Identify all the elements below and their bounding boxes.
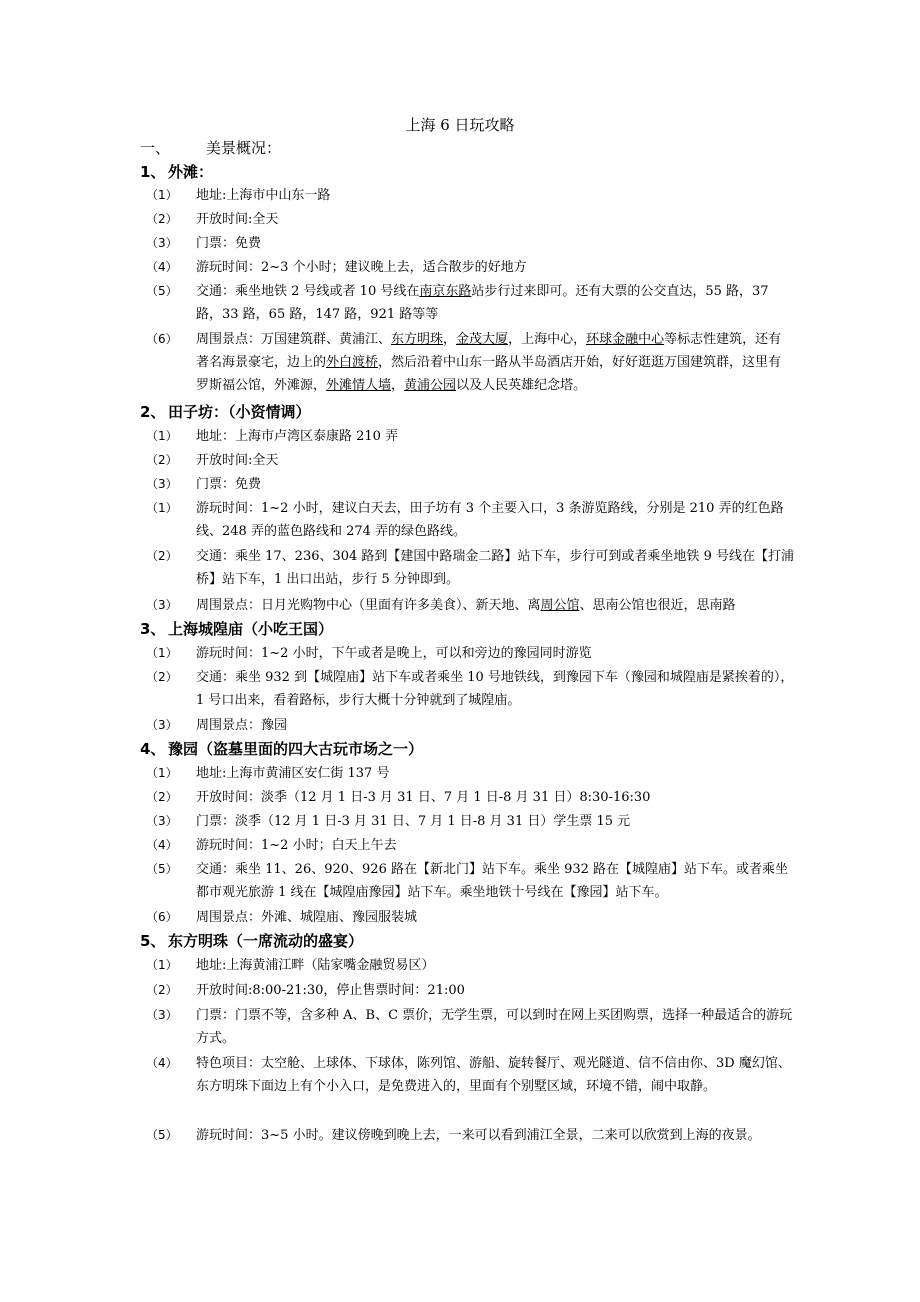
list-item — [146, 642, 794, 665]
item-number: （5） — [146, 862, 178, 876]
item-text-part: 交通：乘坐地铁 2 号线或者 10 号线在 — [196, 284, 420, 299]
item-number: （5） — [146, 284, 178, 298]
section-heading-oriental-pearl — [140, 930, 363, 952]
item-text: 开放时间：淡季（12 月 1 日-3 月 31 日、7 月 1 日-8 月 31 日）8:30-16:30 — [196, 790, 651, 805]
section-number: 5、 — [140, 932, 166, 950]
list-item — [146, 473, 794, 496]
item-text-part: 周围景点：万国建筑群、黄浦江、 — [196, 332, 392, 347]
item-text: 地址：上海市卢湾区泰康路 210 弄 — [196, 429, 399, 444]
item-number: （3） — [146, 718, 178, 732]
part-label: 美景概况： — [206, 139, 282, 157]
item-number: （2） — [146, 670, 178, 684]
item-number: （3） — [146, 598, 178, 612]
item-text: 游玩时间：1~2 小时，下午或者是晚上，可以和旁边的豫园同时游览 — [196, 646, 592, 661]
item-text: 周围景点：外滩、城隍庙、豫园服装城 — [196, 910, 418, 925]
list-item — [146, 786, 794, 809]
part-number: 一、 — [140, 139, 171, 157]
list-item — [146, 810, 794, 833]
item-text: 门票：门票不等，含多种 A、B、C 票价，无学生票，可以到时在网上买团购票，选择一种最适合的游玩方式。 — [196, 1008, 793, 1046]
item-number: （4） — [146, 260, 178, 274]
item-text-part: 等标志性建筑，还有著名海景豪宅，边上的 — [196, 332, 782, 370]
item-text-part: 站步行过来即可。还有大票的公交直达，55 路，37 路，33 路，65 路，147 路，921 路等等 — [196, 284, 769, 322]
link-world-financial-center[interactable]: 环球金融中心 — [586, 332, 665, 347]
list-item — [146, 594, 794, 617]
list-item — [146, 834, 794, 857]
list-item — [146, 666, 794, 712]
item-text: 门票：淡季（12 月 1 日-3 月 31 日、7 月 1 日-8 月 31 日）学生票 15 元 — [196, 814, 631, 829]
link-oriental-pearl[interactable]: 东方明珠 — [391, 332, 444, 347]
item-number: （2） — [146, 983, 178, 997]
link-nanjing-east-road[interactable]: 南京东路 — [419, 284, 472, 299]
item-text: 交通：乘坐 932 到【城隍庙】站下车或者乘坐 10 号地铁线，到豫园下车（豫园和城隍庙是紧挨着的），1 号口出来，看着路标，步行大概十分钟就到了城隍庙。 — [196, 670, 794, 708]
item-text-part: 周围景点：日月光购物中心（里面有许多美食）、新天地、离 — [196, 598, 541, 613]
item-text: 周围景点：豫园 — [196, 718, 288, 733]
item-number: （2） — [146, 453, 178, 467]
item-text — [196, 328, 794, 397]
item-text: 特色项目：太空舱、上球体、下球体，陈列馆、游船、旋转餐厅、观光隧道、信不信由你、3D 魔幻馆、东方明珠下面边上有个小入口，是免费进入的，里面有个别墅区域，环境不错，闹中取静。 — [196, 1056, 791, 1094]
part-heading — [140, 138, 281, 158]
item-text — [196, 280, 794, 326]
item-text: 地址:上海黄浦江畔（陆家嘴金融贸易区） — [196, 958, 435, 973]
link-waibaidu-bridge[interactable]: 外白渡桥 — [326, 355, 379, 370]
item-text-part: ，然后沿着中山东一路从半岛酒店开始，好好逛逛万国建筑群，这里有罗斯福公馆，外滩源， — [196, 355, 782, 393]
item-number: （4） — [146, 1056, 178, 1070]
item-number: （5） — [146, 1128, 178, 1142]
section-number: 1、 — [140, 163, 166, 181]
item-number: （3） — [146, 1008, 178, 1022]
item-number: （1） — [146, 501, 178, 515]
item-text — [196, 594, 794, 617]
section-heading-tianzifang — [140, 401, 311, 423]
item-text: 交通：乘坐 11、26、920、926 路在【新北门】站下车。乘坐 932 路在【城隍庙】站下车。或者乘坐都市观光旅游 1 线在【城隍庙豫园】站下车。乘坐地铁十号线在【豫园】站下车。 — [196, 862, 789, 900]
item-number: （3） — [146, 477, 178, 491]
item-text-part: ， — [391, 378, 405, 393]
item-text: 门票：免费 — [196, 236, 262, 251]
item-text: 地址:上海市中山东一路 — [196, 188, 331, 203]
item-text-part: 、思南公馆也很近，思南路 — [579, 598, 736, 613]
section-heading-chenghuang-temple — [140, 618, 333, 640]
list-item — [146, 449, 794, 472]
list-item — [146, 762, 794, 785]
list-item — [146, 256, 794, 279]
list-item — [146, 208, 794, 231]
item-text: 游玩时间：1~2 小时；白天上午去 — [196, 838, 397, 853]
item-text: 开放时间:8:00-21:30，停止售票时间：21:00 — [196, 983, 465, 998]
item-text: 地址:上海市黄浦区安仁街 137 号 — [196, 766, 390, 781]
list-item — [146, 184, 794, 207]
item-text: 开放时间:全天 — [196, 212, 279, 227]
list-item — [146, 328, 794, 397]
item-text: 游玩时间：2~3 个小时；建议晚上去，适合散步的好地方 — [196, 260, 527, 275]
section-title: 上海城隍庙（小吃王国） — [168, 620, 334, 638]
list-item — [146, 545, 794, 591]
item-number: （1） — [146, 646, 178, 660]
section-heading-yuyuan — [140, 738, 423, 760]
list-item — [146, 714, 794, 737]
item-text-part: 以及人民英雄纪念塔。 — [456, 378, 587, 393]
item-number: （3） — [146, 814, 178, 828]
item-number: （2） — [146, 549, 178, 563]
section-title: 田子坊：（小资情调） — [168, 403, 311, 421]
item-number: （6） — [146, 910, 178, 924]
page-title: 上海 6 日玩攻略 — [405, 116, 515, 134]
link-jinmao-tower[interactable]: 金茂大厦 — [456, 332, 509, 347]
item-number: （1） — [146, 958, 178, 972]
section-number: 3、 — [140, 620, 166, 638]
list-item — [146, 906, 794, 929]
item-number: （1） — [146, 429, 178, 443]
list-item — [146, 1124, 794, 1147]
item-number: （6） — [146, 332, 178, 346]
section-number: 2、 — [140, 403, 166, 421]
section-title: 东方明珠（一席流动的盛宴） — [168, 932, 364, 950]
list-item — [146, 425, 794, 448]
item-number: （1） — [146, 188, 178, 202]
item-number: （2） — [146, 212, 178, 226]
link-huangpu-park[interactable]: 黄浦公园 — [404, 378, 457, 393]
link-zhou-residence[interactable]: 周公馆 — [540, 598, 580, 613]
item-text-part: ， — [443, 332, 457, 347]
item-text: 门票：免费 — [196, 477, 262, 492]
item-text: 游玩时间：1~2 小时，建议白天去，田子坊有 3 个主要入口，3 条游览路线，分别是 210 弄的红色路线、248 弄的蓝色路线和 274 弄的绿色路线。 — [196, 501, 784, 539]
list-item — [146, 232, 794, 255]
item-number: （1） — [146, 766, 178, 780]
list-item — [146, 858, 794, 904]
item-number: （3） — [146, 236, 178, 250]
section-heading-waitan — [140, 161, 213, 183]
item-number: （2） — [146, 790, 178, 804]
list-item — [146, 497, 794, 543]
section-number: 4、 — [140, 740, 166, 758]
item-text: 交通：乘坐 17、236、304 路到【建国中路瑞金二路】站下车，步行可到或者乘坐地铁 9 号线在【打浦桥】站下车，1 出口出站，步行 5 分钟即到。 — [196, 549, 794, 587]
item-text: 游玩时间：3~5 小时。建议傍晚到晚上去，一来可以看到浦江全景，二来可以欣赏到上海的夜景。 — [196, 1128, 761, 1143]
item-text-part: ，上海中心， — [508, 332, 587, 347]
link-lovers-wall[interactable]: 外滩情人墙 — [326, 378, 392, 393]
section-title: 豫园（盗墓里面的四大古玩市场之一） — [168, 740, 424, 758]
list-item — [146, 280, 794, 326]
list-item — [146, 954, 794, 977]
list-item — [146, 979, 794, 1002]
item-number: （4） — [146, 838, 178, 852]
section-title: 外滩： — [168, 163, 214, 181]
item-text: 开放时间:全天 — [196, 453, 279, 468]
list-item — [146, 1004, 794, 1050]
list-item — [146, 1052, 794, 1098]
